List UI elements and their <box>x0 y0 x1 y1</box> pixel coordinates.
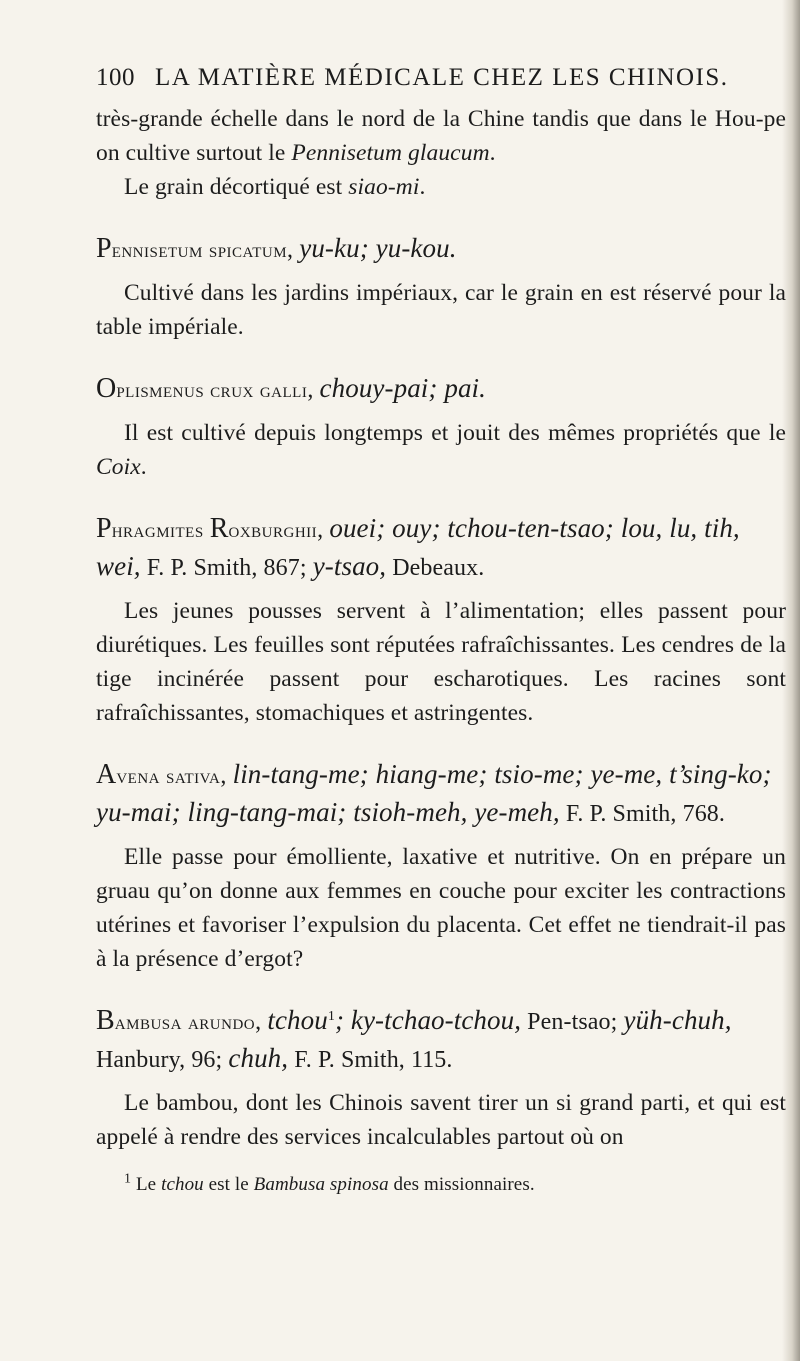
genus-coix: Coix <box>96 454 141 480</box>
chinese-names: chouy-pai; pai. <box>319 373 486 403</box>
reference: Pen-tsao; <box>521 1009 624 1035</box>
running-title: LA MATIÈRE MÉDICALE CHEZ LES CHINOIS. <box>155 64 729 91</box>
chinese-names: yu-ku; yu-kou. <box>299 233 457 263</box>
entry-heading-phragmites: Phragmites Roxburghii, ouei; ouy; tchou-ten-tsao; lou, lu, tih, wei, F. P. Smith, 867; y-tsao, Debeaux. <box>96 513 740 581</box>
reference: F. P. Smith, 867; <box>140 555 313 581</box>
intro-grain-line: Le grain décortiqué est siao-mi. <box>124 174 426 200</box>
chinese-names: y-tsao, <box>312 551 387 581</box>
grain-name: siao-mi <box>348 174 420 200</box>
latin-name: hragmites <box>111 517 210 542</box>
entry-heading-pennisetum: Pennisetum spicatum, yu-ku; yu-kou. <box>96 233 457 264</box>
entry-heading-avena: Avena sativa, lin-tang-me; hiang-me; tsio-me; ye-me, t’sing-ko; yu-mai; ling-tang-mai; tsioh-meh, ye-meh, F. P. Smith, 768. <box>96 759 772 827</box>
page-number: 100 <box>96 64 135 91</box>
chinese-names: lin-tang-me; hiang-me; tsio-me; ye-me, t’sing-ko; yu-mai; ling-tang-mai; tsioh-meh, ye-meh, <box>96 759 772 827</box>
reference: Debeaux. <box>386 555 485 581</box>
chinese-names: tchou <box>267 1005 328 1035</box>
entry-body-phragmites: Les jeunes pousses servent à l’alimentation; elles passent pour diurétiques. Les feuilles sont réputées rafraîchissantes. Les cendres de la tige incinérée passent pour escharotiques. Les racines sont rafraîchissantes, stomachiques et astringentes. <box>96 598 786 726</box>
chinese-names: ouei; ouy; tchou-ten-tsao; lou, lu, tih, wei, <box>96 513 740 581</box>
entry-heading-bambusa: Bambusa arundo, tchou$^1$; ky-tchao-tchou, Pen-tsao; yüh-chuh, Hanbury, 96; chuh, F. P. Smith, 115. <box>96 1005 732 1073</box>
entry-body-bambusa: Le bambou, dont les Chinois savent tirer un si grand parti, et qui est appelé à rendre des services incalculables partout où on <box>96 1090 786 1150</box>
entry-body-pennisetum: Cultivé dans les jardins impériaux, car le grain en est réservé pour la table impériale. <box>96 280 786 340</box>
reference: F. P. Smith, 768. <box>559 801 725 827</box>
latin-name: plismenus crux galli <box>116 377 308 402</box>
reference: Hanbury, 96; <box>96 1047 229 1073</box>
species-name: Pennisetum glaucum <box>291 140 490 166</box>
footnote: $^1$ Le tchou est le Bambusa spinosa des missionnaires. <box>124 1171 535 1195</box>
latin-name: vena sativa <box>116 763 221 788</box>
entry-body-avena: Elle passe pour émolliente, laxative et nutritive. On en prépare un gruau qu’on donne aux femmes en couche pour exciter les contractions utérines et favoriser l’expulsion du placenta. Cet effet ne tiendrait-il pas à la présence d’ergot? <box>96 844 786 972</box>
footnote-number: 1 <box>124 1171 132 1187</box>
footnote-mark: 1 <box>327 1009 335 1024</box>
intro-paragraph: très-grande échelle dans le nord de la Chine tandis que dans le Hou-pe on cultive surtout le Pennisetum glaucum. <box>96 106 786 166</box>
latin-name: ennisetum spicatum <box>111 237 288 262</box>
running-head <box>96 64 786 92</box>
book-page <box>96 64 786 1198</box>
latin-name: ambusa arundo <box>114 1009 256 1034</box>
entry-body-oplismenus: Il est cultivé depuis longtemps et jouit des mêmes propriétés que le Coix. <box>96 420 786 480</box>
entry-heading-oplismenus: Oplismenus crux galli, chouy-pai; pai. <box>96 373 486 404</box>
reference: F. P. Smith, 115. <box>288 1047 453 1073</box>
